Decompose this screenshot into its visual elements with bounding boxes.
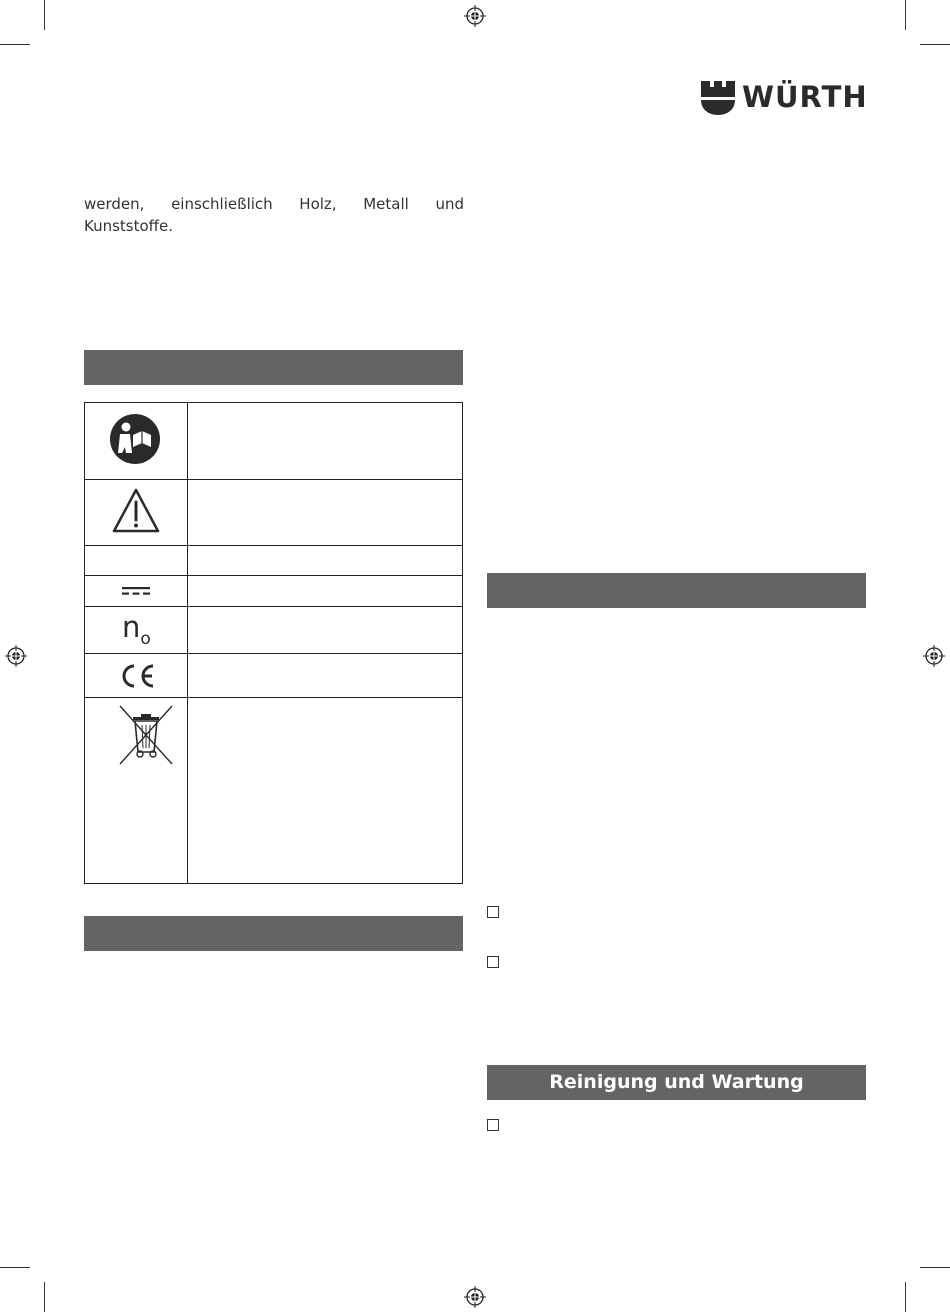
crop-mark — [44, 0, 45, 30]
symbol-description — [188, 654, 462, 697]
no-load-speed-icon — [122, 610, 151, 649]
symbol-subscript: o — [140, 629, 151, 649]
wuerth-logo-icon — [700, 80, 736, 116]
symbol-description — [188, 479, 462, 545]
section-header-symbols — [84, 350, 463, 385]
bullet-checkbox — [487, 906, 499, 918]
symbol-row — [85, 479, 462, 546]
crop-mark — [0, 44, 30, 45]
crop-mark — [905, 0, 906, 30]
symbol-row — [85, 576, 462, 607]
warning-triangle-icon — [111, 487, 161, 535]
crop-mark — [905, 1282, 906, 1312]
symbol-icon-cell — [85, 545, 188, 575]
intro-paragraph: werden, einschließlich Holz, Metall und Kunststoffe. — [84, 195, 464, 235]
symbol-icon-cell — [85, 403, 188, 479]
symbol-description — [188, 576, 462, 606]
section-header-cleaning — [487, 1065, 866, 1100]
read-manual-icon — [109, 413, 161, 465]
crop-mark — [920, 1267, 950, 1268]
symbol-row — [85, 403, 462, 480]
symbol-icon-cell — [85, 479, 188, 545]
brand-name: WÜRTH — [742, 80, 868, 114]
symbol-description — [188, 545, 462, 575]
symbol-description — [188, 607, 462, 653]
symbol-n: n — [122, 610, 141, 644]
symbol-description — [188, 698, 462, 883]
symbol-row — [85, 698, 462, 883]
symbol-row — [85, 545, 462, 576]
symbol-icon-cell — [85, 654, 188, 697]
bullet-checkbox — [487, 1119, 499, 1131]
crop-mark — [0, 1267, 30, 1268]
symbol-icon-cell — [85, 576, 188, 606]
crop-mark — [920, 44, 950, 45]
registration-mark-icon — [923, 645, 945, 667]
symbol-icon-cell — [85, 607, 188, 653]
section-header-title — [487, 573, 866, 608]
weee-crossed-bin-icon — [118, 704, 174, 766]
symbols-table — [84, 402, 463, 884]
registration-mark-icon — [464, 5, 486, 27]
section-header-title — [84, 350, 463, 385]
bullet-checkbox — [487, 956, 499, 968]
crop-mark — [44, 1282, 45, 1312]
registration-mark-icon — [5, 645, 27, 667]
symbol-icon-cell — [85, 698, 188, 883]
symbol-row — [85, 607, 462, 654]
registration-mark-icon — [464, 1286, 486, 1308]
section-header-right-upper — [487, 573, 866, 608]
section-header-left-lower — [84, 916, 463, 951]
direct-current-icon — [122, 586, 150, 596]
symbol-description — [188, 403, 462, 479]
ce-mark-icon — [117, 663, 157, 689]
section-header-title — [84, 916, 463, 951]
section-header-title: Reinigung und Wartung — [549, 1071, 804, 1093]
symbol-row — [85, 654, 462, 698]
